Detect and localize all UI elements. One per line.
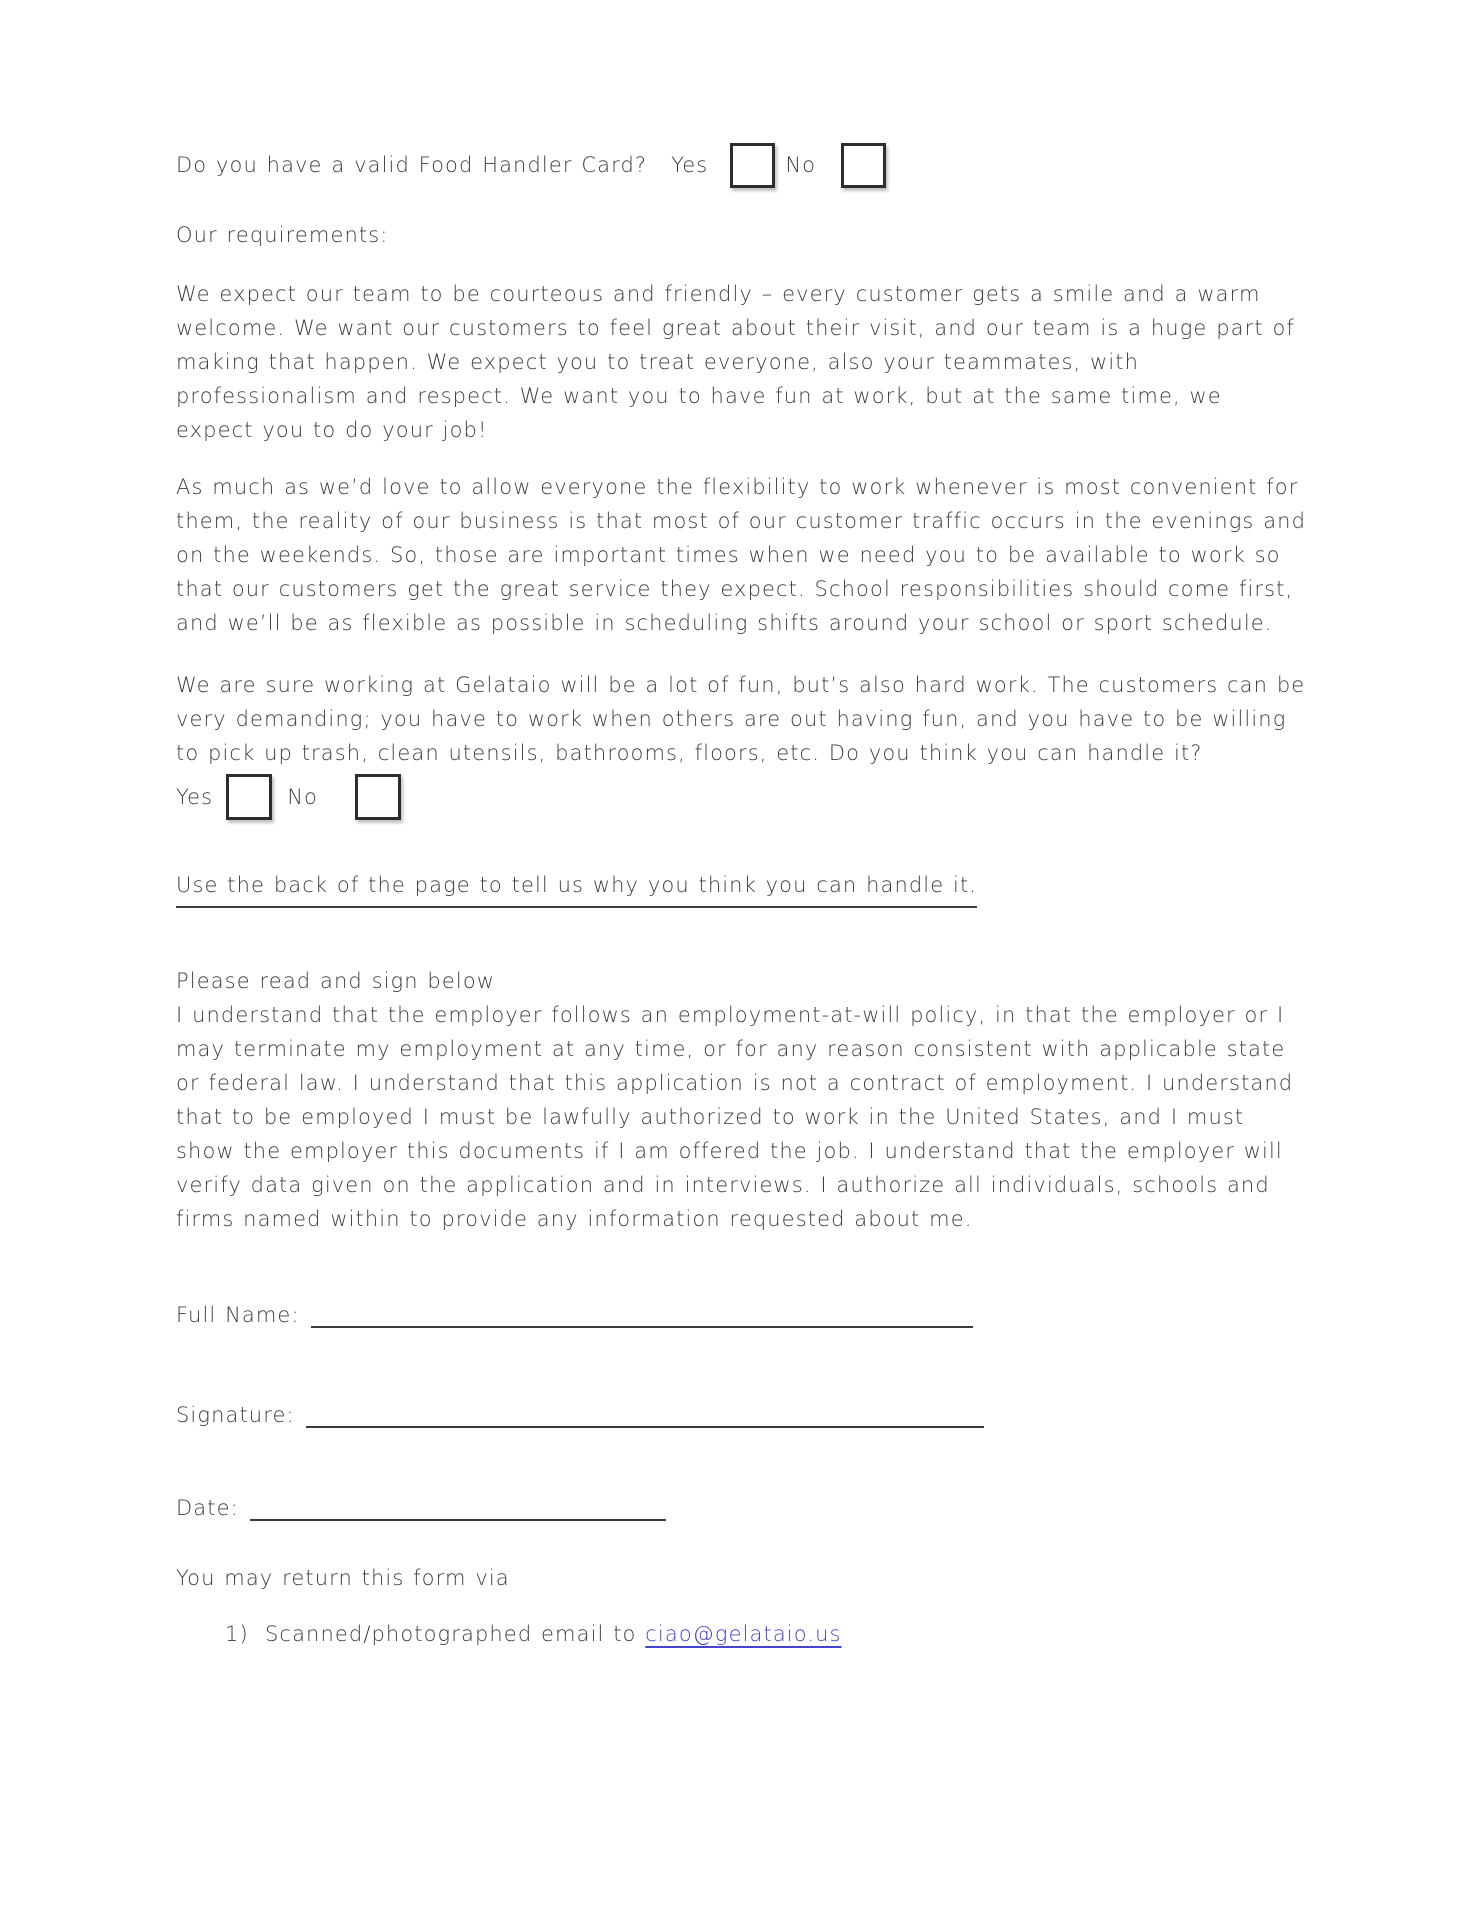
- handle-it-no-checkbox[interactable]: [355, 774, 401, 820]
- date-line[interactable]: [250, 1518, 666, 1521]
- signature-field-row: [176, 1398, 1308, 1432]
- requirements-paragraph-courtesy: We expect our team to be courteous and friendly – every customer gets a smile and a warm welcome. We want our customers to feel great about their visit, and our team is a huge part of making that happen. We expect you to treat everyone, also your teammates, with professionalism and respect. We want you to have fun at work, but at the same time, we expect you to do your job!: [176, 282, 1295, 442]
- handle-it-yes-checkbox[interactable]: [226, 774, 272, 820]
- return-item-number: 1): [225, 1622, 249, 1646]
- full-name-line[interactable]: [311, 1325, 973, 1328]
- signature-line[interactable]: [306, 1425, 984, 1428]
- date-label: Date:: [176, 1496, 239, 1520]
- back-of-page-note-row: [176, 868, 1308, 908]
- back-of-page-note: Use the back of the page to tell us why you think you can handle it.: [176, 868, 977, 908]
- sign-heading: Please read and sign below: [176, 969, 496, 993]
- requirements-paragraph-availability: As much as we’d love to allow everyone the flexibility to work whenever is most convenient for them, the reality of our business is that most of our customer traffic occurs in the evenings and on the weekends. So, those are important times when we need you to be available to work so that our customers get the great service they expect. School responsibilities should come first, and we’ll be as flexible as possible in scheduling shifts around your school or sport schedule.: [176, 475, 1307, 635]
- food-handler-no-checkbox[interactable]: [841, 143, 886, 188]
- date-field-row: [176, 1491, 1308, 1525]
- food-handler-yes-label: Yes: [671, 153, 709, 177]
- food-handler-question-label: Do you have a valid Food Handler Card?: [176, 153, 648, 177]
- handle-it-yes-label: Yes: [176, 785, 214, 809]
- return-item-text: Scanned/photographed email to: [265, 1622, 646, 1646]
- food-handler-question-row: [176, 142, 1308, 188]
- full-name-field-row: [176, 1298, 1308, 1332]
- full-name-label: Full Name:: [176, 1303, 300, 1327]
- return-intro: You may return this form via: [176, 1566, 510, 1590]
- return-item-body: [265, 1617, 842, 1651]
- signature-label: Signature:: [176, 1403, 295, 1427]
- employment-at-will-paragraph: I understand that the employer follows an employment-at-will policy, in that the employer or I may terminate my employment at any time, or for any reason consistent with applicable state or federal law. I understand that this application is not a contract of employment. I understand that to be employed I must be lawfully authorized to work in the United States, and I must show the employer this documents if I am offered the job. I understand that the employer will verify data given on the application and in interviews. I authorize all individuals, schools and firms named within to provide any information requested about me.: [176, 1003, 1294, 1231]
- handle-it-answer-row: [176, 772, 1308, 822]
- return-method-item: [176, 1617, 1308, 1651]
- requirements-paragraph-hard-work: We are sure working at Gelataio will be a lot of fun, but’s also hard work. The customers can be very demanding; you have to work when others are out having fun, and you have to be willing to pick up trash, clean utensils, bathrooms, floors, etc. Do you think you can handle it?: [176, 673, 1306, 765]
- food-handler-no-label: No: [785, 153, 817, 177]
- requirements-heading: Our requirements:: [176, 223, 389, 247]
- handle-it-no-label: No: [287, 785, 318, 809]
- email-link[interactable]: ciao@gelataio.us: [645, 1622, 842, 1646]
- food-handler-yes-checkbox[interactable]: [730, 143, 775, 188]
